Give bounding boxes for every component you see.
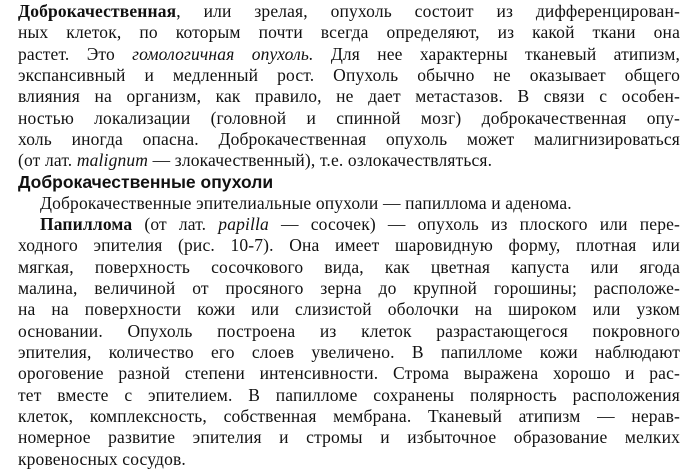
text-line: мягкая, поверхность сосочкового вида, как цветная капуста или ягода	[18, 257, 680, 277]
text-span: — сосочек) — опухоль из плоского или пере-	[268, 214, 680, 234]
text-line: эпителия, количество его слоев увеличено. В папилломе кожи наблюдают	[18, 342, 680, 362]
text-line: влияния на организм, как правило, не дает метастазов. В связи с особен-	[18, 86, 680, 106]
text-line: ностью локализации (головной и спинной мозг) доброкачественная опу-	[18, 108, 680, 128]
text-line	[18, 150, 680, 171]
text-line: основании. Опухоль построена из клеток разрастающегося покровного	[18, 321, 680, 341]
term-benign: Доброкачественная	[18, 1, 177, 21]
text-span: — злокачественный), т.е. озлокачествляться.	[148, 150, 493, 170]
text-line: клеток, комплексность, собственная мембрана. Тканевый атипизм — нерав-	[18, 406, 680, 426]
text-line: кровеносных сосудов.	[18, 449, 186, 469]
text-line: холь иногда опасна. Доброкачественная опухоль может малигнизироваться	[18, 129, 680, 149]
text-line	[18, 1, 680, 22]
text-span: растет. Это	[18, 44, 133, 64]
term-homologous: гомологичная опухоль.	[132, 44, 314, 64]
text-span: , или зрелая, опухоль состоит из дифференцирован-	[176, 1, 680, 21]
text-line: ороговение разной степени интенсивности. Строма выражена хорошо и рас-	[18, 363, 680, 383]
text-line: ных клеток, по которым почти всегда определяют, из какой ткани она	[18, 22, 680, 42]
term-papilloma: Папиллома	[40, 214, 133, 234]
text-line: на на поверхности кожи или слизистой оболочки на широком или узком	[18, 299, 680, 319]
text-line: тет вместе с эпителием. В папилломе сохранены полярность расположения	[18, 385, 680, 405]
term-malignum: malignum	[76, 150, 149, 170]
section-heading: Доброкачественные опухоли	[18, 172, 274, 192]
text-line	[40, 214, 680, 235]
text-line: экспансивный и медленный рост. Опухоль обычно не оказывает общего	[18, 65, 680, 85]
text-span: (от лат.	[18, 150, 77, 170]
text-line: номерное развитие эпителия и стромы и избыточное образование мелких	[18, 427, 680, 447]
term-papilla: papilla	[218, 214, 269, 234]
text-span: Для нее характерны тканевый атипизм,	[313, 44, 680, 64]
text-line: Доброкачественные эпителиальные опухоли — папиллома и аденома.	[40, 193, 572, 213]
text-line	[18, 44, 680, 65]
text-line: малина, величиной от просяного зерна до крупной горошины; расположе-	[18, 278, 680, 298]
text-line: ходного эпителия (рис. 10-7). Она имеет шаровидную форму, плотная или	[18, 235, 680, 255]
text-span: (от лат.	[132, 214, 219, 234]
